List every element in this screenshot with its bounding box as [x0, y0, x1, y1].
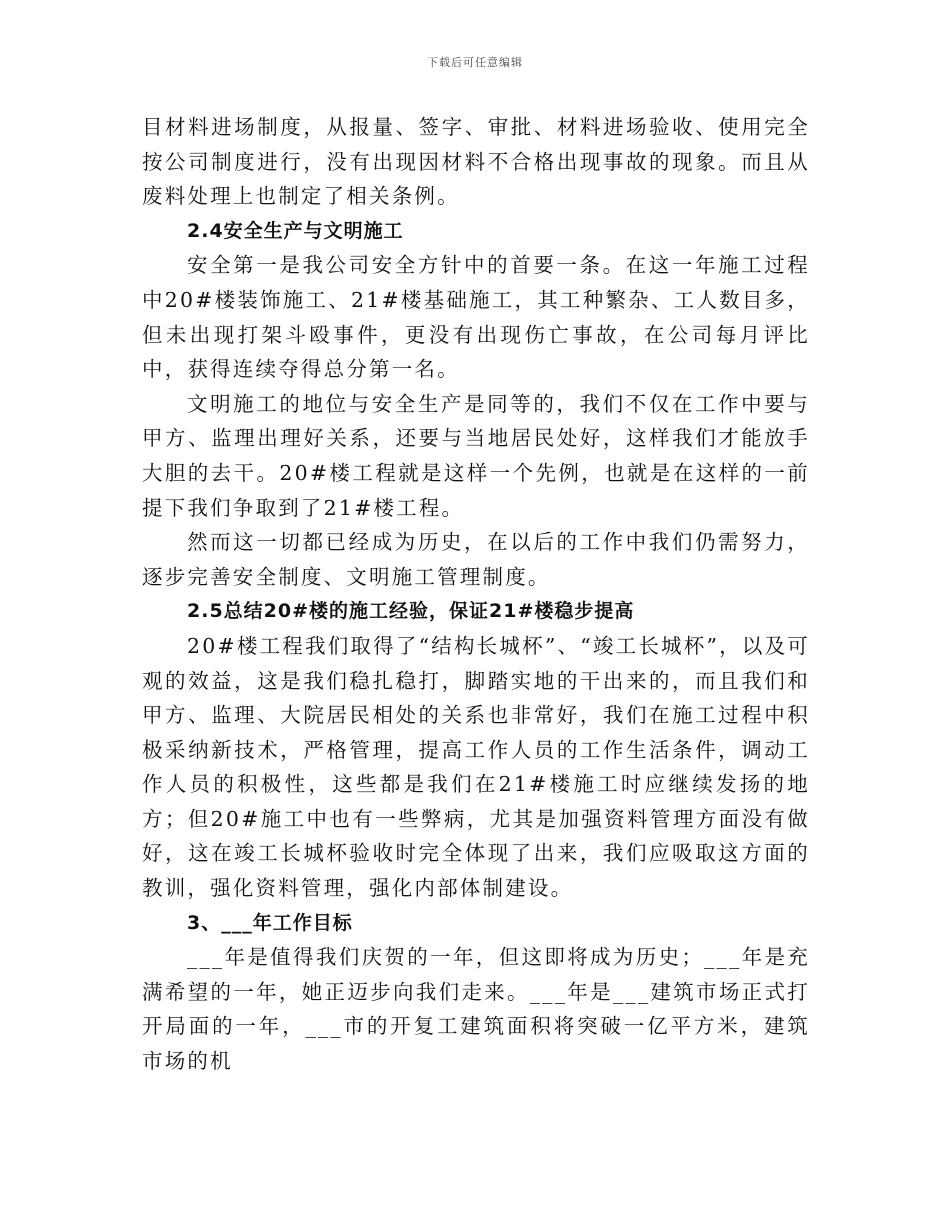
paragraph-safety-first: 安全第一是我公司安全方针中的首要一条。在这一年施工过程中20#楼装饰施工、21#楼基础施工，其工种繁杂、工人数目多，但未出现打架斗殴事件，更没有出现伤亡事故，在公司每月评比中，获得连续夺得总分第一名。: [142, 253, 810, 382]
paragraph-history: 然而这一切都已经成为历史，在以后的工作中我们仍需努力，逐步完善安全制度、文明施工管理制度。: [142, 530, 810, 589]
document-body: [142, 110, 810, 1079]
section-heading-2-4: 2.4安全生产与文明施工: [187, 219, 404, 242]
page-header-note: 下载后可任意编辑: [427, 56, 523, 69]
section-heading-3: 3、___年工作目标: [187, 911, 353, 934]
paragraph-materials-intake: 目材料进场制度，从报量、签字、审批、材料进场验收、使用完全按公司制度进行，没有出现因材料不合格出现事故的现象。而且从废料处理上也制定了相关条例。: [142, 115, 810, 209]
section-heading-2-5: 2.5总结20#楼的施工经验，保证21#楼稳步提高: [187, 600, 635, 623]
paragraph-experience-summary: 20#楼工程我们取得了“结构长城杯”、“竣工长城杯”，以及可观的效益，这是我们稳扎稳打，脚踏实地的干出来的，而且我们和甲方、监理、大院居民相处的关系也非常好，我们在施工过程中积极采纳新技术，严格管理，提高工作人员的工作生活条件，调动工作人员的积极性，这些都是我们在21#楼施工时应继续发扬的地方；但20#施工中也有一些弊病，尤其是加强资料管理方面没有做好，这在竣工长城杯验收时完全体现了出来，我们应吸取这方面的教训，强化资料管理，强化内部体制建设。: [142, 633, 810, 901]
paragraph-civilized-construction: 文明施工的地位与安全生产是同等的，我们不仅在工作中要与甲方、监理出理好关系，还要与当地居民处好，这样我们才能放手大胆的去干。20#楼工程就是这样一个先例，也就是在这样的一前提下我们争取到了21#楼工程。: [142, 391, 810, 520]
paragraph-yearly-goals: ___年是值得我们庆贺的一年，但这即将成为历史；___年是充满希望的一年，她正迈步向我们走来。___年是___建筑市场正式打开局面的一年，___市的开复工建筑面积将突破一亿平方米，建筑市场的机: [142, 945, 810, 1074]
